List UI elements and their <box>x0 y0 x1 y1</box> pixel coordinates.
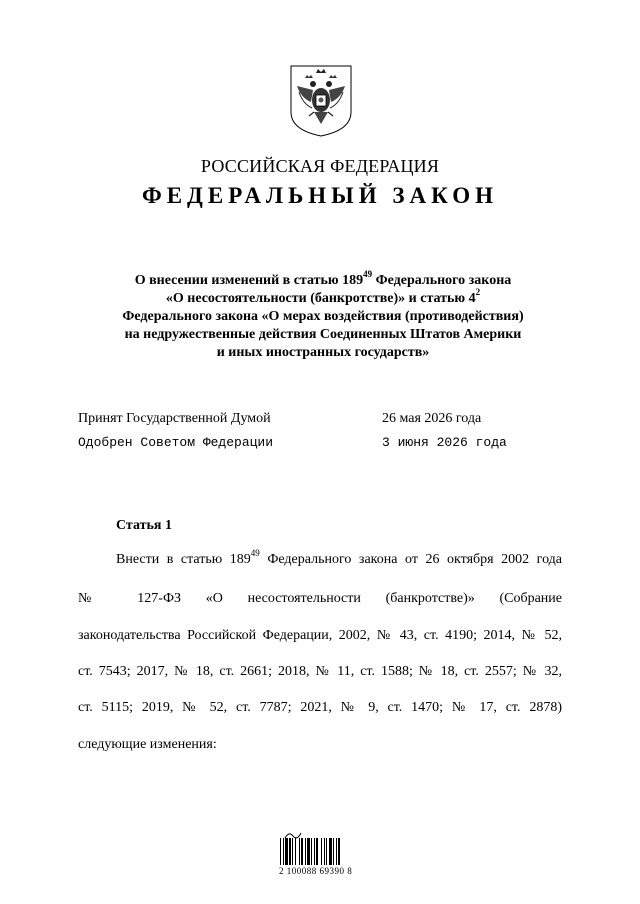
title-line-4: на недружественные действия Соединенных Штатов Америки <box>124 327 522 342</box>
country-name: РОССИЙСКАЯ ФЕДЕРАЦИЯ <box>200 156 440 176</box>
title-line-2: «О несостоятельности (банкротстве)» и статью $4^2$ <box>165 287 481 306</box>
article-heading: Статья 1 <box>116 518 172 533</box>
approved-date: 3 июня 2026 года <box>382 435 507 450</box>
adopted-by-duma-label: Принят Государственной Думой <box>78 411 271 426</box>
law-type-heading: ФЕДЕРАЛЬНЫЙ ЗАКОН <box>141 183 499 208</box>
signature-mark-icon <box>283 827 303 837</box>
title-line-5: и иных иностранных государств» <box>216 345 430 360</box>
article-text-line-2: № 127-ФЗ «О несостоятельности (банкротстве)» (Собрание <box>78 591 562 606</box>
law-title <box>60 269 586 362</box>
article-text-line-1: Внести в статью $189^{49}$ Федерального закона от 26 октября 2002 года <box>116 548 562 567</box>
barcode-number: 2 100088 69390 8 <box>279 866 353 876</box>
approved-by-council-label: Одобрен Советом Федерации <box>78 435 274 450</box>
title-line-3: Федерального закона «О мерах воздействия (противодействия) <box>122 309 524 324</box>
article-text-line-5: ст. 5115; 2019, № 52, ст. 7787; 2021, № 9, ст. 1470; № 17, ст. 2878) <box>78 700 562 715</box>
article-text-line-6: следующие изменения: <box>78 737 217 752</box>
adopted-date: 26 мая 2026 года <box>382 411 482 426</box>
title-line-1: О внесении изменений в статью $189^{49}$ Федерального закона <box>134 269 512 288</box>
coat-of-arms-icon <box>287 64 355 138</box>
article-text-line-4: ст. 7543; 2017, № 18, ст. 2661; 2018, № 11, ст. 1588; № 18, ст. 2557; № 32, <box>78 664 562 679</box>
article-text-line-3: законодательства Российской Федерации, 2002, № 43, ст. 4190; 2014, № 52, <box>78 628 562 643</box>
